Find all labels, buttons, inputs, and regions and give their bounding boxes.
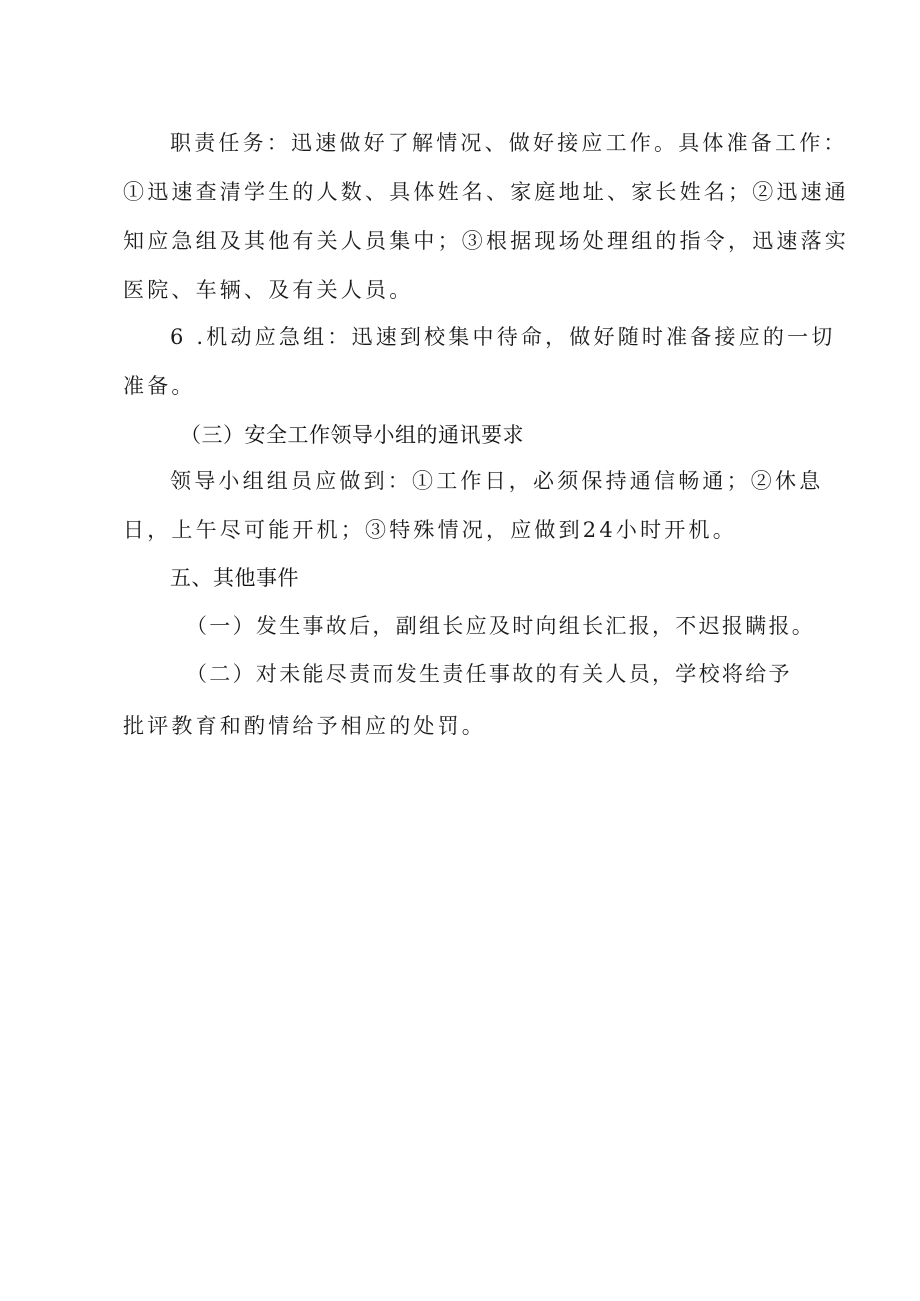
duty-paragraph-line-2: ①迅速查清学生的人数、具体姓名、家庭地址、家长姓名；②迅速通: [123, 180, 849, 204]
duty-paragraph-line-4: 医院、车辆、及有关人员。: [123, 278, 414, 302]
duty-paragraph-line-1: 职责任务：迅速做好了解情况、做好接应工作。具体准备工作：: [170, 131, 848, 155]
communication-paragraph-line-2: 日，上午尽可能开机；③特殊情况，应做到24小时开机。: [123, 518, 737, 542]
other-events-item-1: （一）发生事故后，副组长应及时向组长汇报，不迟报瞒报。: [186, 614, 816, 638]
other-events-item-2-line-2: 批评教育和酌情给予相应的处罚。: [123, 714, 486, 738]
section-heading-communication: （三）安全工作领导小组的通讯要求: [180, 423, 524, 447]
section-heading-other-events: 五、其他事件: [170, 566, 299, 590]
duty-paragraph-line-3: 知应急组及其他有关人员集中；③根据现场处理组的指令，迅速落实: [123, 229, 849, 253]
mobile-group-line-2: 准备。: [123, 374, 196, 398]
mobile-group-line-1: 6 .机动应急组：迅速到校集中待命，做好随时准备接应的一切: [170, 325, 836, 349]
other-events-item-2-line-1: （二）对未能尽责而发生责任事故的有关人员，学校将给予: [186, 662, 792, 686]
communication-paragraph-line-1: 领导小组组员应做到：①工作日，必须保持通信畅通；②休息: [170, 469, 824, 493]
